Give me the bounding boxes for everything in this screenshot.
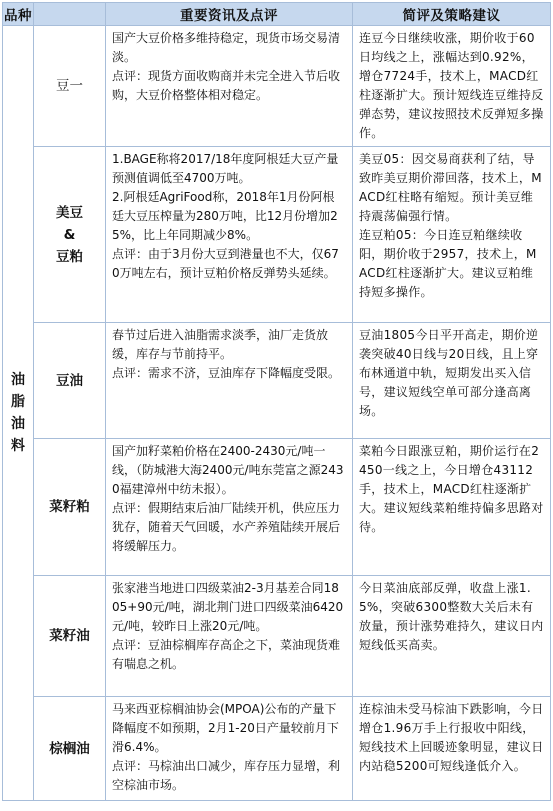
table-row [3,147,551,323]
advice-cell [353,439,551,576]
variety-cell [34,147,106,323]
advice-cell [353,697,551,801]
info-paragraph: 张家港当地进口四级菜油2-3月基差合同1805+90元/吨，湖北荆门进口四级菜油6420元/吨，较昨日上涨20元/吨。 [112,581,344,633]
advice-paragraph: 菜粕今日跟涨豆粕，期价运行在2450一线之上，今日增仓43112手，技术上，MACD红柱逐渐扩大。建议短线菜粕维持偏多思路对待。 [359,444,544,534]
table-row [3,323,551,439]
info-cell [106,26,353,147]
table-row [3,697,551,801]
category-char: 油 [11,416,25,432]
variety-cell [34,323,106,439]
advice-cell [353,323,551,439]
variety-label: 棕榈油 [49,740,90,757]
info-paragraph: 点评：由于3月份大豆到港量也不大，仅670万吨左右，预计豆粕价格反弹势头延续。 [112,247,339,280]
header-info: 重要资讯及点评 [106,3,353,26]
variety-cell [34,439,106,576]
info-paragraph: 春节过后进入油脂需求淡季，油厂走货放缓，库存与节前持平。 [112,328,329,361]
advice-paragraph: 豆油1805今日平开高走，期价逆袭突破40日线与20日线，且上穿布林通道中轨，短期发出买入信号，建议短线空单可部分逢高离场。 [359,328,539,418]
advice-paragraph: 连豆今日继续收涨，期价收于60日均线之上，涨幅达到0.92%，增仓7724手，技术上，MACD红柱逐渐扩大。预计短线连豆维持反弹态势，建议按照技术反弹短多操作。 [359,31,544,140]
advice-paragraph: 美豆05：因交易商获利了结，导致昨美豆期价滞回落，技术上，MACD红柱略有缩短。预计美豆维持震荡偏强行情。 [359,152,542,223]
table-header-row [3,3,551,26]
info-paragraph: 国产加籽菜粕价格在2400-2430元/吨一线，（防城港大海2400元/吨东莞富之源2430福建漳州中纺未报）。 [112,444,344,496]
variety-label: 美豆 [56,204,83,221]
info-cell [106,439,353,576]
category-cell [3,26,34,801]
category-char: 油 [11,372,25,388]
header-advice: 简评及策略建议 [353,3,551,26]
info-paragraph: 点评：马棕油出口减少，库存压力显增，利空棕油市场。 [112,759,341,792]
category-char: 脂 [11,394,25,410]
variety-label: 豆油 [56,372,83,389]
info-cell [106,576,353,697]
info-cell [106,147,353,323]
variety-cell [34,576,106,697]
info-cell [106,323,353,439]
advice-cell [353,26,551,147]
table-row [3,439,551,576]
advice-paragraph: 连豆粕05：今日连豆粕继续收阳，期价收于2957，技术上，MACD红柱逐渐扩大。建议豆粕维持短多操作。 [359,228,537,299]
info-paragraph: 马来西亚棕榈油协会(MPOA)公布的产量下降幅度不如预期，2月1-20日产量较前月下滑6.4%。 [112,702,339,754]
advice-cell [353,147,551,323]
table-row [3,26,551,147]
info-paragraph: 点评：假期结束后油厂陆续开机，供应压力犹存，随着天气回暖，水产养殖陆续开展后将缓解压力。 [112,501,341,553]
variety-cell [34,26,106,147]
category-char: 料 [11,438,25,454]
header-variety-spacer [34,3,106,26]
variety-label: & [63,226,76,243]
info-paragraph: 国产大豆价格多维持稳定，现货市场交易清淡。 [112,31,341,64]
table-row [3,576,551,697]
info-paragraph: 2.阿根廷AgriFood称，2018年1月份阿根廷大豆压榨量为280万吨，比12月份增加25%，比上年同期减少8%。 [112,190,338,242]
info-paragraph: 点评：豆油棕榈库存高企之下，菜油现货难有喘息之机。 [112,638,341,671]
advice-paragraph: 今日菜油底部反弹，收盘上涨1.5%，突破6300整数大关后未有放量，预计涨势难持久，建议日内短线低买高卖。 [359,581,544,652]
variety-label: 豆粕 [56,248,83,265]
info-cell [106,697,353,801]
variety-cell [34,697,106,801]
advice-paragraph: 连棕油未受马棕油下跌影响，今日增仓1.96万手上行报收中阳线，短线技术上回暖迹象明显，建议日内站稳5200可短线逢低介入。 [359,702,544,773]
header-category: 品种 [3,3,34,26]
advice-cell [353,576,551,697]
strategy-table [2,2,551,801]
info-paragraph: 点评：需求不济，豆油库存下降幅度受限。 [112,366,341,380]
variety-label: 菜籽粕 [49,499,90,515]
variety-label: 豆一 [56,78,83,94]
variety-label: 菜籽油 [49,628,90,644]
info-paragraph: 点评：现货方面收购商并未完全进入节后收购，大豆价格整体相对稳定。 [112,69,341,102]
info-paragraph: 1.BAGE称将2017/18年度阿根廷大豆产量预测值调低至4700万吨。 [112,152,339,185]
